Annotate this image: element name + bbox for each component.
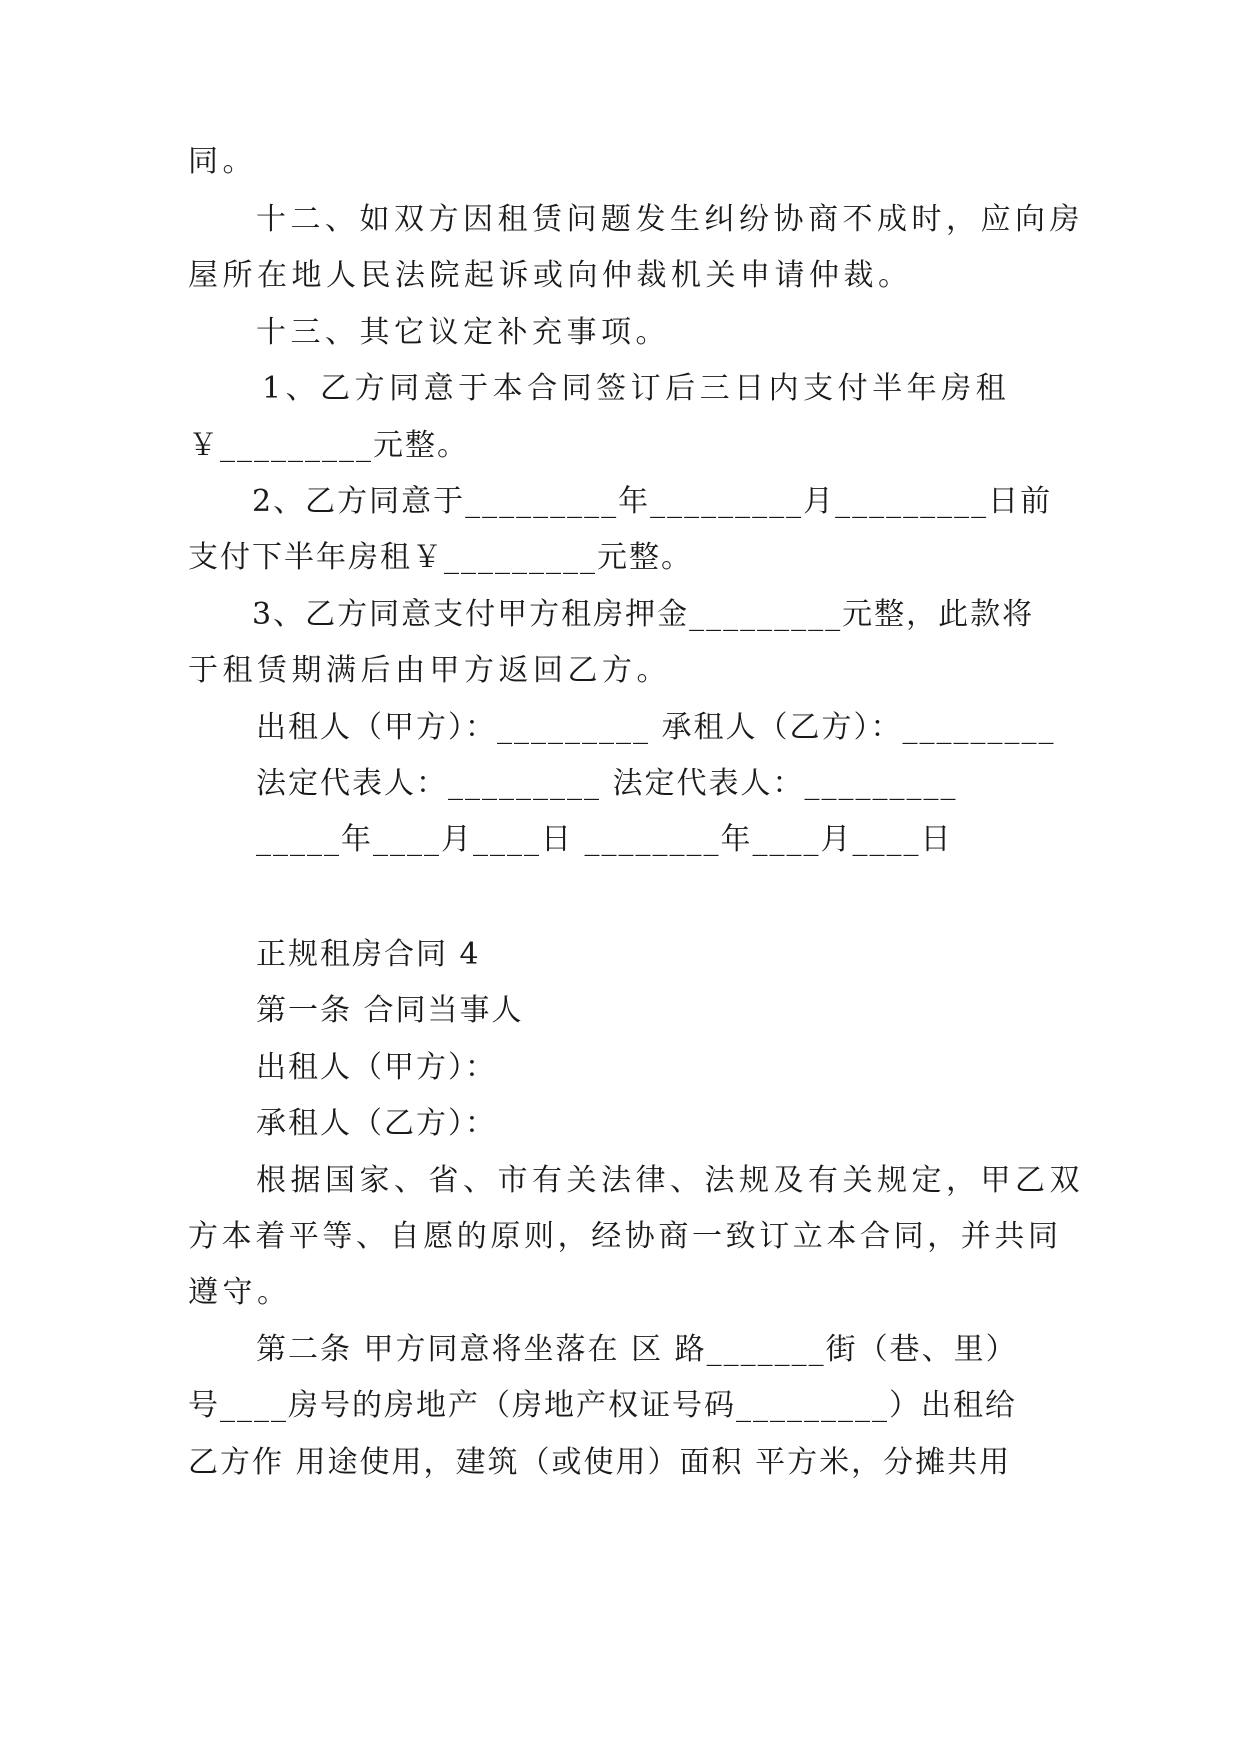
text-line: 1、乙方同意于本合同签订后三日内支付半年房租	[262, 371, 1011, 406]
text-line: 出租人（甲方）：	[256, 1050, 497, 1085]
text-line: 出租人（甲方）：_________ 承租人（乙方）：_________	[256, 710, 1056, 745]
text-line: 同。	[188, 144, 257, 179]
text-line: 遵守。	[188, 1275, 292, 1310]
text-line: 承租人（乙方）：	[256, 1106, 497, 1141]
article-heading: 第一条 合同当事人	[256, 993, 524, 1028]
text-line: _____年____月____日 ________年____月____日	[256, 822, 953, 857]
text-line: 2、乙方同意于_________年_________月_________日前	[252, 484, 1053, 519]
text-line: 号____房号的房地产（房地产权证号码_________）出租给	[188, 1388, 1017, 1423]
text-line: 屋所在地人民法院起诉或向仲裁机关申请仲裁。	[188, 258, 913, 293]
text-line: 十二、如双方因租赁问题发生纠纷协商不成时，应向房	[256, 202, 1084, 237]
text-line: 法定代表人：_________ 法定代表人：_________	[256, 766, 958, 801]
section-title: 正规租房合同 4	[256, 937, 481, 972]
text-line: 3、乙方同意支付甲方租房押金_________元整，此款将	[252, 597, 1035, 632]
text-line: 十三、其它议定补充事项。	[256, 315, 670, 350]
text-line: 支付下半年房租￥_________元整。	[188, 540, 693, 575]
text-line: 方本着平等、自愿的原则，经协商一致订立本合同，并共同	[188, 1219, 1062, 1254]
text-line: 第二条 甲方同意将坐落在 区 路_______街（巷、里）	[256, 1332, 1018, 1367]
text-line: 根据国家、省、市有关法律、法规及有关规定，甲乙双	[256, 1163, 1084, 1198]
text-line: ￥_________元整。	[188, 428, 469, 463]
text-line: 于租赁期满后由甲方返回乙方。	[188, 653, 671, 688]
text-line: 乙方作 用途使用，建筑（或使用）面积 平方米，分摊共用	[188, 1445, 1012, 1480]
